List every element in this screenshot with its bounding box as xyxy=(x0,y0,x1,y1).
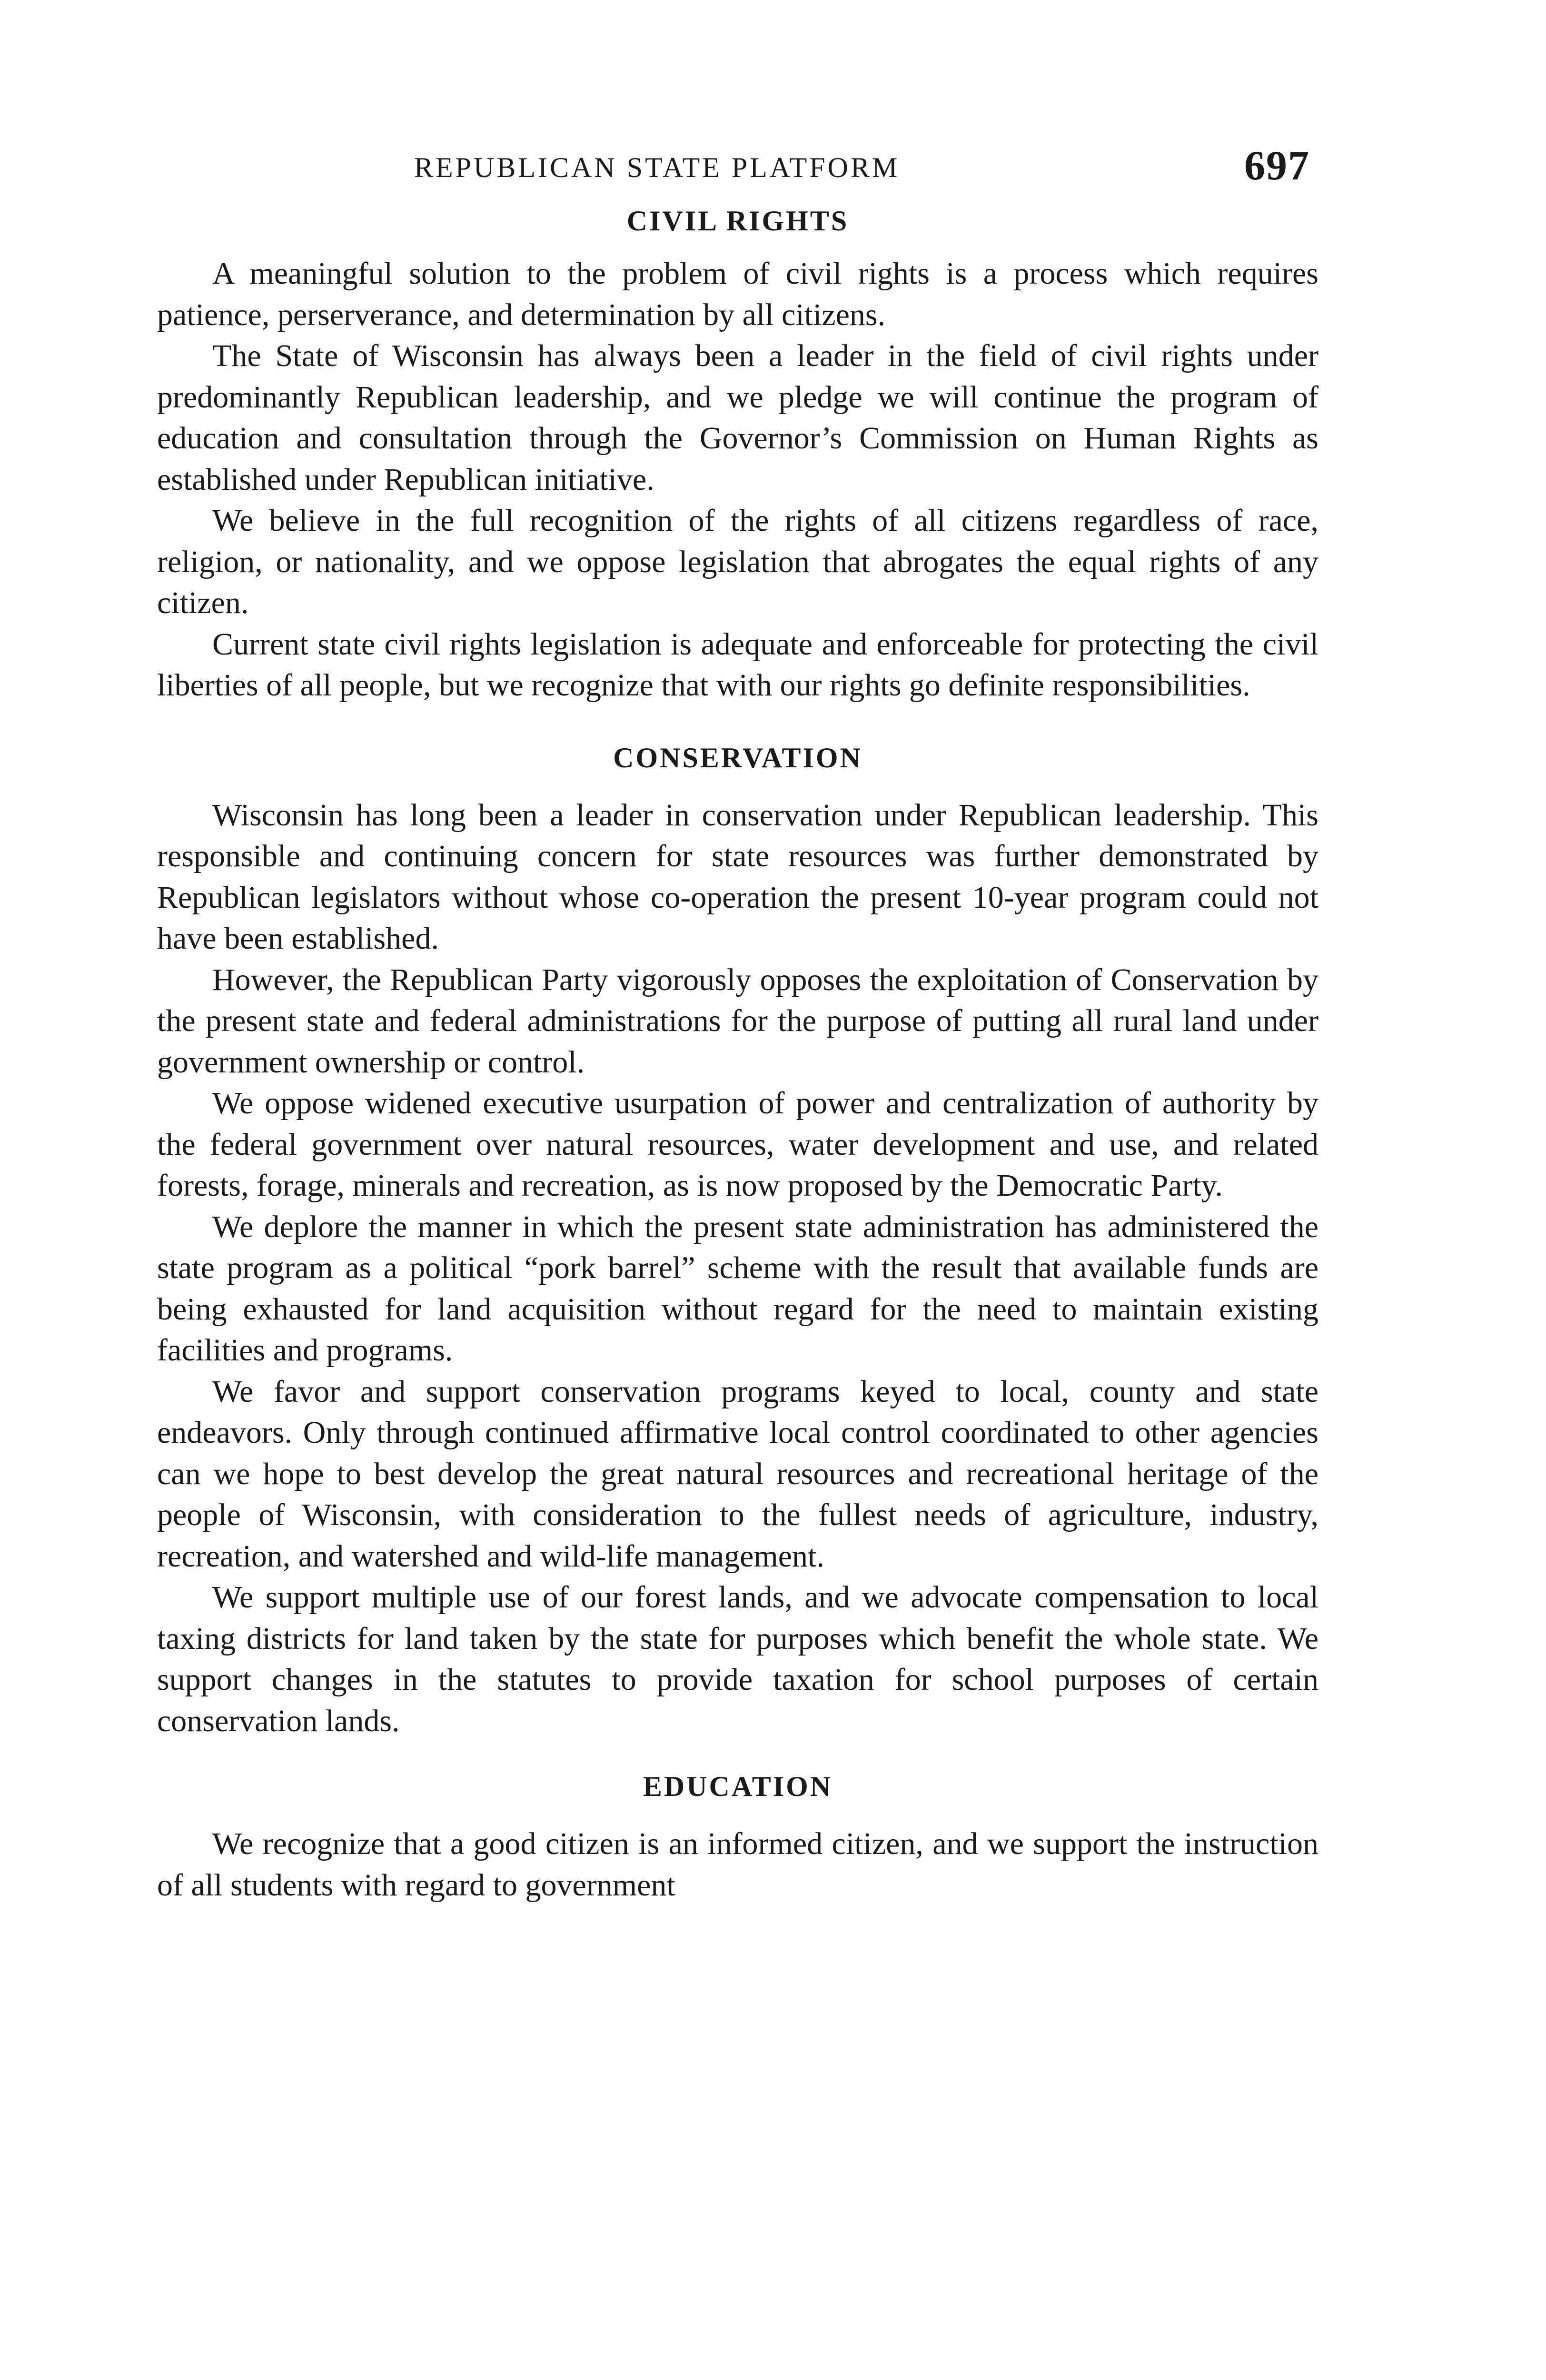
paragraph: A meaningful solution to the problem of civil rights is a process which requires patience, perserverance, and determination by all citizens. xyxy=(157,256,1318,332)
section-heading: CONSERVATION xyxy=(613,742,862,774)
section-heading: EDUCATION xyxy=(643,1771,833,1802)
page-number: 697 xyxy=(1244,143,1310,189)
section-conservation xyxy=(157,738,1318,1742)
paragraph: We believe in the full recognition of the rights of all citizens regardless of race, religion, or nationality, and we oppose legislation that abrogates the equal rights of any citizen. xyxy=(157,503,1318,620)
paragraph: We recognize that a good citizen is an informed citizen, and we support the instruction of all students with regard to government xyxy=(157,1826,1318,1903)
paragraph: However, the Republican Party vigorously opposes the exploitation of Conservation by the present state and federal administrations for the purpose of putting all rural land under government ownership or control. xyxy=(157,962,1318,1080)
section-education xyxy=(157,1766,1318,1906)
paragraph: We support multiple use of our forest lands, and we advocate compensation to local taxing districts for land taken by the state for purposes which benefit the whole state. We support changes in the statutes to provide taxation for school purposes of certain conservation lands. xyxy=(157,1580,1318,1738)
running-header xyxy=(157,138,1318,190)
section-civil-rights xyxy=(157,201,1318,706)
paragraph: We oppose widened executive usurpation of power and centralization of authority by the federal government over natural resources, water development and use, and related forests, forage, minerals and recreation, as is now proposed by the Democratic Party. xyxy=(157,1086,1318,1203)
paragraph: Wisconsin has long been a leader in conservation under Republican leadership. This responsible and continuing concern for state resources was further demonstrated by Republican legislators without whose co-operation the present 10-year program could not have been established. xyxy=(157,797,1318,956)
paragraph: We deplore the manner in which the present state administration has administered the state program as a political “pork barrel” scheme with the result that available funds are being exhausted for land acquisition without regard for the need to maintain existing facilities and programs. xyxy=(157,1209,1318,1368)
paragraph: We favor and support conservation programs keyed to local, county and state endeavors. Only through continued affirmative local control coordinated to other agencies can we hope to best develop the great natural resources and recreational heritage of the people of Wisconsin, with consideration to the fullest needs of agriculture, industry, recreation, and watershed and wild-life management. xyxy=(157,1374,1318,1574)
running-title: REPUBLICAN STATE PLATFORM xyxy=(414,152,900,183)
document-page xyxy=(157,138,1318,2375)
paragraph: The State of Wisconsin has always been a leader in the field of civil rights under predominantly Republican leadership, and we pledge we will continue the program of education and consultation through the Governor’s Commission on Human Rights as established under Republican initiative. xyxy=(157,338,1318,497)
section-heading: CIVIL RIGHTS xyxy=(626,205,849,237)
paragraph: Current state civil rights legislation is adequate and enforceable for protecting the civil liberties of all people, but we recognize that with our rights go definite responsibilities. xyxy=(157,626,1318,703)
